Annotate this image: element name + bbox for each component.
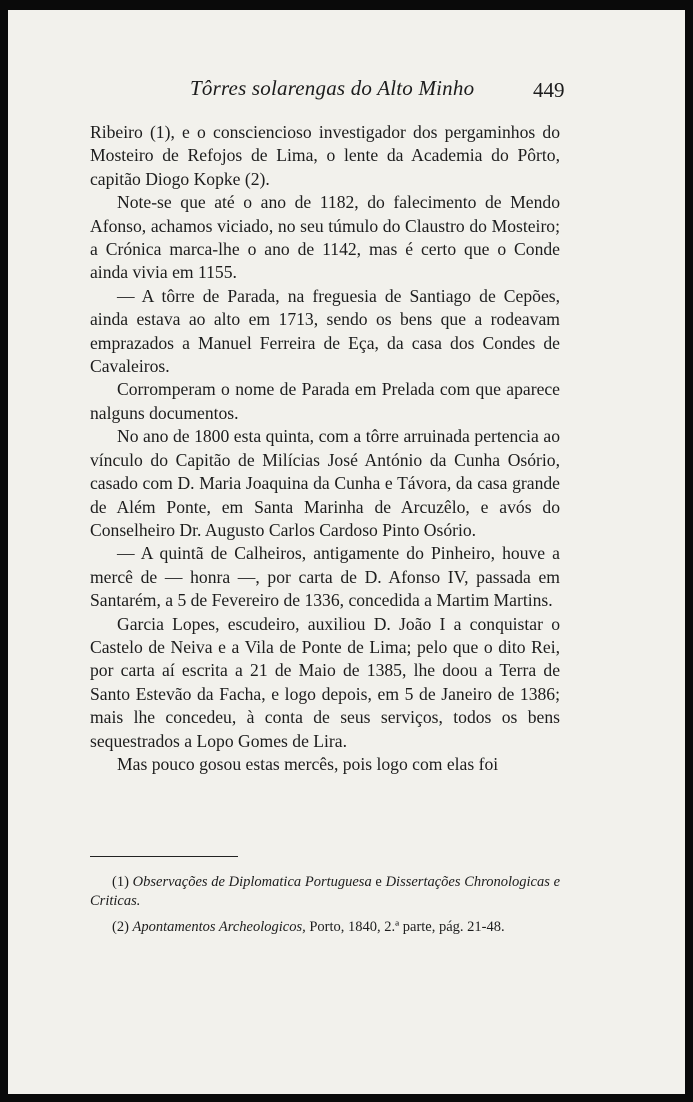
footnote-connector: e	[375, 874, 382, 890]
paragraph: Corromperam o nome de Parada em Prelada com que aparece nalguns documentos.	[90, 379, 560, 423]
paragraph: — A quintã de Calheiros, antigamente do Pinheiro, houve a mercê de — honra —, por carta de D. Afonso IV, passada em Santarém, a 5 de Fevereiro de 1336, concedida a Martim Martins.	[90, 543, 560, 611]
footnote-title: Observações de Diplomatica Portuguesa	[132, 874, 372, 890]
page-number: 449	[533, 78, 565, 102]
footnote-details: Porto, 1840, 2.ª parte, pág. 21-48.	[309, 919, 505, 935]
footnote-marker: (2)	[112, 919, 129, 935]
footnote-title: Apontamentos Archeologicos,	[132, 919, 306, 935]
footnote-divider	[90, 856, 238, 857]
footnote-title: Dissertações Chronologicas e Criticas.	[90, 874, 561, 909]
paragraph: Garcia Lopes, escudeiro, auxiliou D. João I a conquistar o Castelo de Neiva e a Vila de Ponte de Lima; pelo que o dito Rei, por carta aí escrita a 21 de Maio de 1385, lhe doou a Terra de Santo Estevão da Facha, e logo depois, em 5 de Janeiro de 1386; mais lhe concedeu, à conta de seus serviços, todos os bens sequestrados a Lopo Gomes de Lira.	[90, 613, 560, 751]
footnotes	[90, 873, 560, 944]
page-header	[0, 66, 693, 106]
footnote-1	[90, 873, 560, 911]
paragraph: Note-se que até o ano de 1182, do falecimento de Mendo Afonso, achamos viciado, no seu túmulo do Claustro do Mosteiro; a Crónica marca-lhe o ano de 1142, mas é certo que o Conde ainda vivia em 1155.	[90, 192, 560, 283]
paragraph: — A tôrre de Parada, na freguesia de Santiago de Cepões, ainda estava ao alto em 1713, sendo os bens que a rodeavam emprazados a Manuel Ferreira de Eça, da casa dos Condes de Cavaleiros.	[90, 285, 560, 377]
paragraph: Ribeiro (1), e o consciencioso investigador dos pergaminhos do Mosteiro de Refojos de Lima, o lente da Academia do Pôrto, capitão Diogo Kopke (2).	[90, 122, 560, 189]
footnote-marker: (1)	[112, 874, 129, 890]
running-title: Tôrres solarengas do Alto Minho	[190, 76, 475, 100]
footnote-2	[90, 918, 560, 937]
paragraph: Mas pouco gosou estas mercês, pois logo com elas foi	[117, 753, 499, 774]
paragraph: No ano de 1800 esta quinta, com a tôrre arruinada pertencia ao vínculo do Capitão de Milícias José António da Cunha Osório, casado com D. Maria Joaquina da Cunha e Távora, da casa grande de Além Ponte, em Santa Marinha de Arcuzêlo, e avós do Conselheiro Dr. Augusto Carlos Cardoso Pinto Osório.	[90, 426, 560, 540]
body-text	[90, 121, 560, 776]
